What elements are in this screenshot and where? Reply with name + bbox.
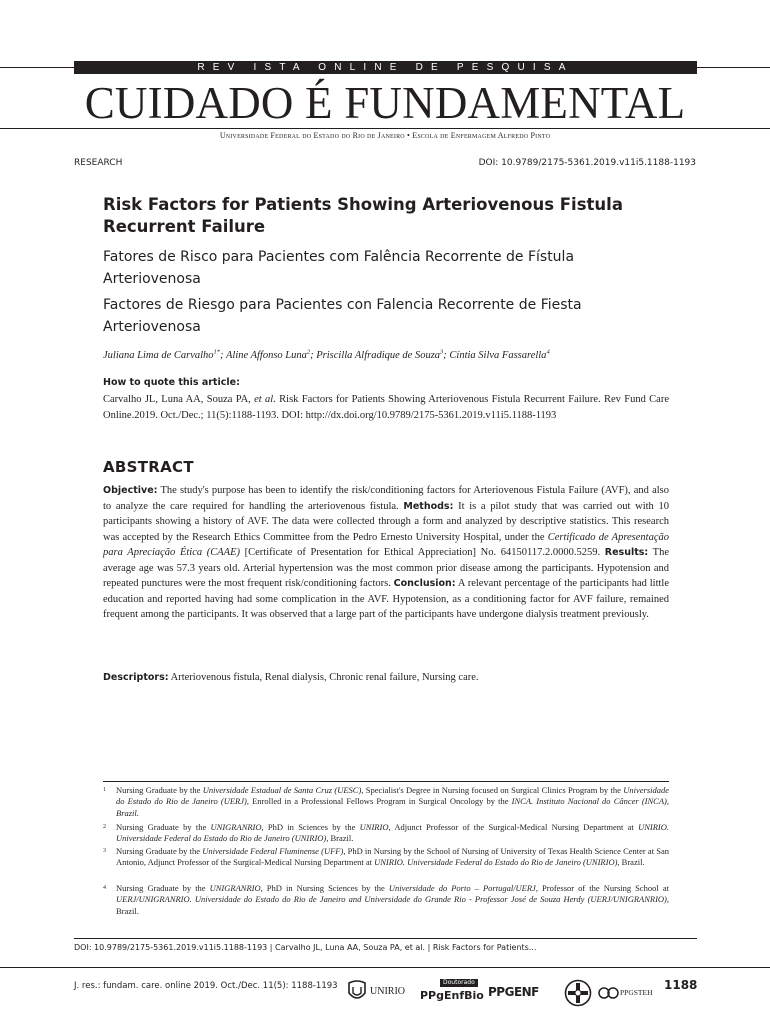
citation-text: Carvalho JL, Luna AA, Souza PA, et al. Risk Factors for Patients Showing Arteriovenous Fistula Recurrent Failure. Rev Fund Care Online.2019. Oct./Dec.; 11(5):1188-1193. DOI: http://dx.doi.org/10.9789/2175-5361.2019.v11i5.1188-1193: [103, 394, 669, 421]
descriptors: Descriptors: Arteriovenous fistula, Renal dialysis, Chronic renal failure, Nursing care.: [103, 672, 479, 683]
ppgsteh-logo-text: PPGSTEH: [620, 988, 653, 997]
page-number: 1188: [664, 978, 698, 992]
footnote: 4 Nursing Graduate by the UNIGRANRIO, PhD in Nursing Sciences by the Universidade do Porto – Portugal/UERJ, Professor of the Nursing School at UERJ/UNIGRANRIO. Universidade do Estado do Rio de Janeiro and Universidade do Grande Rio - Professor José de Souza Herdy (UERJ/UNIGRANRIO), Brazil.: [103, 883, 669, 916]
ppgsteh-logo-icon: [598, 983, 620, 1003]
journal-reference: J. res.: fundam. care. online 2019. Oct./Dec. 11(5): 1188-1193: [74, 981, 338, 991]
author: Juliana Lima de Carvalho$^{1*}$;: [103, 348, 226, 361]
article-title-es: Factores de Riesgo para Pacientes con Falencia Recorrente de Fiesta Arteriovenosa: [103, 297, 582, 335]
ppgenfbio-logo: Doutorado PPgEnfBio: [420, 979, 484, 1002]
institution-line: Universidade Federal do Estado do Rio de Janeiro • Escola de Enfermagem Alfredo Pinto: [219, 131, 551, 140]
author: Aline Affonso Luna$^2$;: [225, 348, 317, 361]
ppgenf-logo: PPGENF: [488, 985, 539, 999]
unirio-logo-text: UNIRIO: [370, 986, 405, 997]
unirio-logo-icon: [346, 979, 368, 1005]
footnote: 3 Nursing Graduate by the Universidade Federal Fluminense (UFF), PhD in Nursing by the School of Nursing of University of Texas Health Science Center at San Antonio, Adjunct Professor of the Surgical-Medical Nursing Department at UNIRIO. Universidade Federal do Estado do Rio de Janeiro (UNIRIO), Brazil.: [103, 846, 669, 868]
section-label: RESEARCH: [74, 158, 123, 168]
bottom-rule: [74, 938, 697, 939]
doi-header: DOI: 10.9789/2175-5361.2019.v11i5.1188-1193: [478, 158, 696, 168]
author: Priscilla Alfradique de Souza$^3$;: [316, 348, 450, 361]
article-title-pt: Fatores de Risco para Pacientes com Falência Recorrente de Fístula Arteriovenosa: [103, 249, 575, 287]
journal-title: CUIDADO É FUNDAMENTAL: [84, 78, 686, 128]
partner-logos: [346, 975, 676, 1009]
footnote: 2 Nursing Graduate by the UNIGRANRIO, PhD in Sciences by the UNIRIO, Adjunct Professor of the Surgical-Medical Nursing Department at UNIRIO. Universidade Federal do Estado do Rio de Janeiro (UNIRIO), Brazil.: [103, 822, 669, 844]
running-citation: DOI: 10.9789/2175-5361.2019.v11i5.1188-1193 | Carvalho JL, Luna AA, Souza PA, et al. | Risk Factors for Patients...: [74, 943, 537, 952]
objective-label: Objective:: [103, 485, 158, 496]
ppgenfbio-banner: Doutorado: [440, 979, 478, 987]
abstract-heading: ABSTRACT: [103, 458, 194, 476]
masthead-rule: [0, 128, 770, 129]
journal-subtitle-bar: REV ISTA ONLINE DE PESQUISA: [74, 61, 697, 74]
authors-line: [103, 345, 669, 363]
abstract-body: Objective: The study's purpose has been to identify the risk/conditioning factors for Arteriovenous Fistula Failure (AVF), and also to analyze the care required for handling the arteriovenous fistula. Methods: It is a pilot study that was carried out with 10 participants showing a history of AVF. The data were collected through a form and analyzed by descriptive statistics. This research was accepted by the Research Ethics Committee from the Pedro Ernesto University Hospital, under the Certificado de Apresentação para Apreciação Ética (CAAE) [Certificate of Presentation for Ethical Appreciation] No. 64150117.2.0000.5259. Results: The average age was 57.3 years old. Arterial hypertension was the most common prior disease among the participants. Hypotension and repeated punctures were the most frequent risk/conditioning factors. Conclusion: A relevant percentage of the participants had little education and reported having had some complication in the AVF. Hypotension, as a conditioning factor for AVF failure, remained frequent among the participants. It was observed that a large part of the participants have undergone dialysis treatment previously.: [103, 485, 670, 620]
descriptors-label: Descriptors:: [103, 672, 169, 683]
results-label: Results:: [604, 547, 649, 558]
footnotes-rule: [103, 781, 669, 782]
school-emblem-icon: [564, 979, 592, 1007]
author: Cíntia Silva Fassarella$^4$: [449, 348, 550, 361]
citation-heading: How to quote this article:: [103, 377, 240, 388]
methods-label: Methods:: [403, 500, 454, 512]
footnote: 1 Nursing Graduate by the Universidade Estadual de Santa Cruz (UESC), Specialist's Degree in Nursing focused on Surgical Clinics Program by the Universidade do Estado do Rio de Janeiro (UERJ), Enrolled in a Professional Fellows Program in Surgical Oncology by the INCA. Instituto Nacional do Câncer (INCA), Brazil.: [103, 785, 670, 818]
footer-rule: [0, 967, 770, 968]
article-title-en: Risk Factors for Patients Showing Arteriovenous Fistula Recurrent Failure: [103, 195, 623, 236]
conclusion-label: Conclusion:: [393, 578, 456, 589]
